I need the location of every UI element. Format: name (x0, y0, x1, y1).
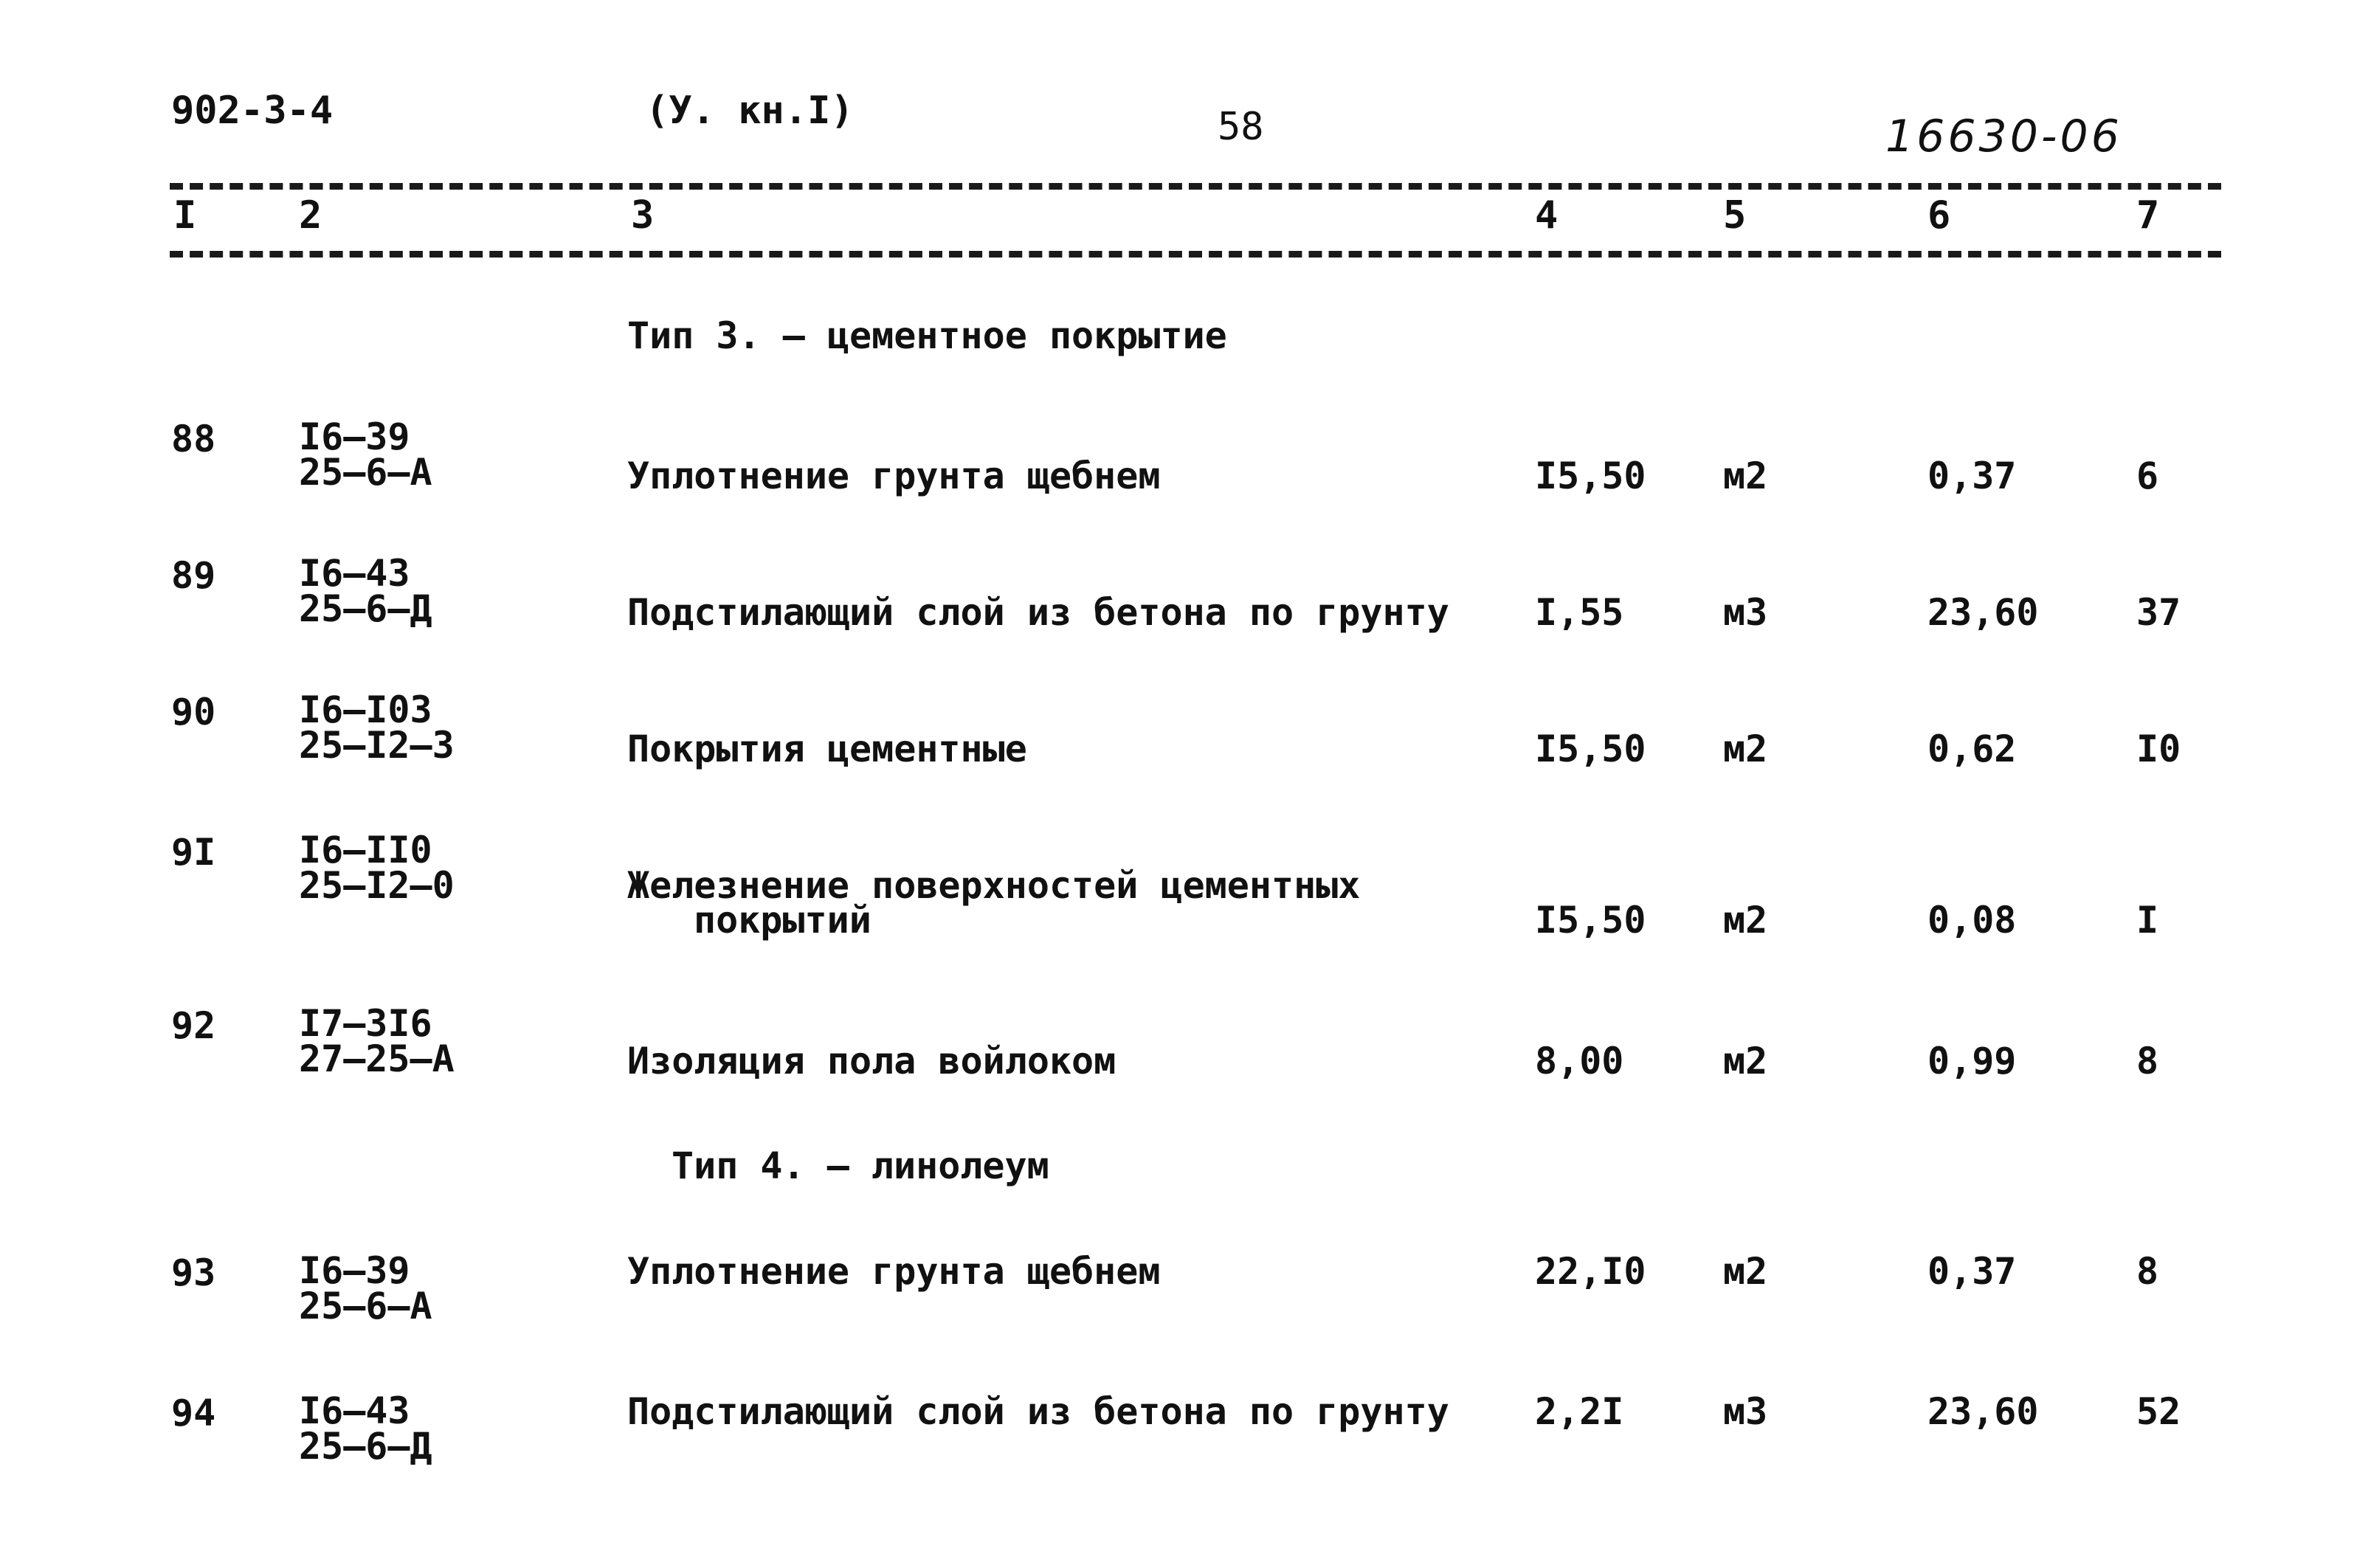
total-cost: 37 (2136, 591, 2181, 634)
work-name-continuation: покрытий (694, 899, 871, 942)
quantity: I5,50 (1535, 455, 1646, 497)
rate-code: I6–I03 (299, 688, 432, 731)
unit-price: 0,99 (1927, 1040, 2017, 1082)
section-title: Тип 4. – линолеум (672, 1144, 1049, 1187)
quantity: I5,50 (1535, 899, 1646, 942)
work-name: Покрытия цементные (627, 728, 1027, 770)
norm-code: 25–I2–0 (299, 864, 455, 907)
unit-price: 0,08 (1927, 899, 2017, 942)
work-name: Железнение поверхностей цементных (627, 864, 1361, 907)
unit-price: 23,60 (1927, 1390, 2039, 1433)
norm-code: 25–6–Д (299, 1425, 432, 1468)
work-name: Подстилающий слой из бетона по грунту (627, 591, 1449, 634)
quantity: 2,2I (1535, 1390, 1624, 1433)
work-name: Изоляция пола войлоком (627, 1040, 1116, 1082)
quantity: 8,00 (1535, 1040, 1624, 1082)
quantity: 22,I0 (1535, 1250, 1646, 1293)
rate-code: I6–39 (299, 1249, 410, 1292)
row-number: 88 (171, 418, 216, 460)
unit: м2 (1723, 1250, 1768, 1293)
norm-code: 25–6–Д (299, 587, 432, 630)
work-name: Уплотнение грунта щебнем (627, 1250, 1161, 1293)
document-number: 16630-06 (1885, 111, 2122, 162)
column-header-2: 2 (299, 193, 322, 238)
section-title: Тип 3. – цементное покрытие (627, 314, 1227, 357)
unit: м2 (1723, 899, 1768, 942)
column-header-1: I (173, 193, 197, 238)
row-number: 92 (171, 1004, 216, 1047)
unit-price: 0,37 (1927, 455, 2017, 497)
header-top-rule (170, 183, 2221, 190)
column-header-7: 7 (2136, 193, 2160, 238)
unit: м3 (1723, 591, 1768, 634)
unit: м2 (1723, 455, 1768, 497)
row-number: 9I (171, 831, 216, 874)
row-number: 94 (171, 1392, 216, 1434)
column-header-6: 6 (1927, 193, 1951, 238)
unit-price: 0,62 (1927, 728, 2017, 770)
unit: м3 (1723, 1390, 1768, 1433)
rate-code: I7–3I6 (299, 1002, 432, 1045)
rate-code: I6–43 (299, 1389, 410, 1432)
total-cost: I (2136, 899, 2159, 942)
rate-code: I6–II0 (299, 829, 432, 871)
total-cost: I0 (2136, 728, 2181, 770)
norm-code: 25–6–А (299, 451, 432, 494)
column-header-5: 5 (1723, 193, 1747, 238)
row-number: 90 (171, 691, 216, 733)
quantity: I,55 (1535, 591, 1624, 634)
quantity: I5,50 (1535, 728, 1646, 770)
work-name: Уплотнение грунта щебнем (627, 455, 1161, 497)
norm-code: 27–25–А (299, 1037, 455, 1080)
volume-label: (У. кн.I) (646, 89, 854, 133)
norm-code: 25–6–А (299, 1285, 432, 1327)
total-cost: 8 (2136, 1040, 2159, 1082)
row-number: 89 (171, 554, 216, 597)
page-number: 58 (1218, 105, 1264, 149)
unit-price: 23,60 (1927, 591, 2039, 634)
total-cost: 6 (2136, 455, 2159, 497)
document-code: 902-3-4 (171, 89, 334, 133)
header-bottom-rule (170, 251, 2221, 258)
work-name: Подстилающий слой из бетона по грунту (627, 1390, 1449, 1433)
norm-code: 25–I2–3 (299, 724, 455, 767)
unit: м2 (1723, 1040, 1768, 1082)
total-cost: 52 (2136, 1390, 2181, 1433)
total-cost: 8 (2136, 1250, 2159, 1293)
unit-price: 0,37 (1927, 1250, 2017, 1293)
column-header-3: 3 (631, 193, 655, 238)
column-header-4: 4 (1535, 193, 1559, 238)
rate-code: I6–39 (299, 415, 410, 458)
rate-code: I6–43 (299, 552, 410, 595)
unit: м2 (1723, 728, 1768, 770)
row-number: 93 (171, 1251, 216, 1294)
